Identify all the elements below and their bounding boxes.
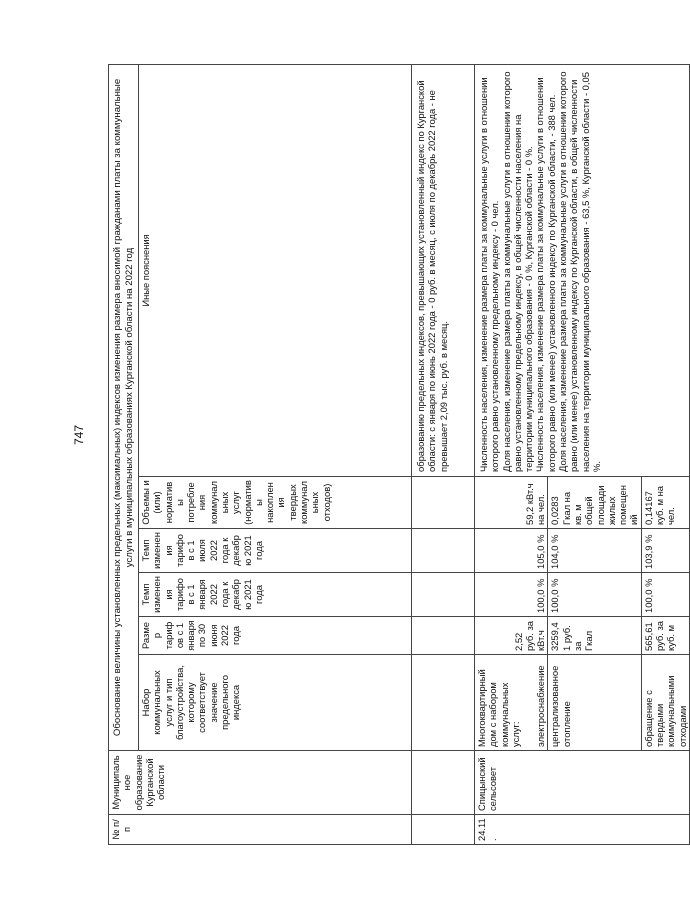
note-paragraph: Доля населения, изменение размера платы за коммунальные услуги в отношении которого равно установленному предельному индексу, в общей численности населения на территории муниципального образования - 0 %, Курганской области - 0 %.	[500, 71, 535, 472]
justification-table	[108, 64, 690, 845]
table-title: Обоснование величины установленных предельных (максимальных) индексов изменения размера вносимой гражданами платы за коммунальные услуги в муниципальных образованиях Курганской области на 2022 год	[109, 64, 139, 750]
service-name-cell	[475, 655, 548, 751]
service-volume: 59,2 кВт.ч на чел.	[475, 477, 548, 529]
entry-municipality: Спицынский сельсовет	[475, 751, 690, 815]
services-intro: Многоквартирный дом с набором коммунальных услуг:	[476, 669, 521, 747]
note-paragraph: Доля населения, изменение размера платы за коммунальные услуги в отношении которого равно (или менее) установленному индексу по Курганской области, в общей численности населения на территории муниципального образования - 63,5 %, Курганской области - 0,05 %.	[556, 71, 602, 472]
header-tariff-rate-jan: Темп изменения тарифов с 1 января 2022 года к декабрю 2021 года	[139, 573, 412, 617]
service-volume: 0,0283 Гкал на кв. м общей площади жилых помещений	[548, 477, 641, 529]
continuation-note: образованию предельных индексов, превышающих установленный индекс по Курганской области: с января по июнь 2022 года - 0 руб. в месяц, с июля по декабрь 2022 года - не превышает 2,09 тыс. руб. в месяц.	[412, 64, 475, 476]
rotated-table-container	[108, 65, 688, 845]
service-tariff: 3259,41 руб. за Гкал	[548, 617, 641, 655]
note-paragraph: Численность населения, изменение размера платы за коммунальные услуги в отношении которого равно установленному предельному индексу - 0 чел.	[478, 77, 501, 472]
page-number: 747	[72, 424, 86, 445]
entry-num: 24.11.	[475, 815, 690, 845]
service-tariff: 565,61 руб. за куб. м	[641, 617, 689, 655]
note-paragraph: Численность населения, изменение размера платы за коммунальные услуги в отношении которого равно (или менее) установленного индексу по Курганской области, - 388 чел.	[534, 77, 557, 472]
header-volumes: Объемы и (или) нормативы потребления коммунальных услуг (нормативы накопления твердых коммунальных отходов)	[139, 477, 412, 529]
header-municipality: Муниципальное образование Курганской области	[109, 751, 412, 815]
table-row	[412, 64, 475, 844]
service-tariff: 2,52 руб. за кВт.ч	[475, 617, 548, 655]
header-tariff-size: Размер тарифов с 1 января по 30 июня 2022 года	[139, 617, 412, 655]
service-volume: 0,14167 куб. м на чел.	[641, 477, 689, 529]
service-name: обращение с твердыми коммунальными отходами	[641, 655, 689, 751]
service-rate-jan: 100,0 %	[641, 573, 689, 617]
table-row	[475, 64, 548, 844]
header-service-set: Набор коммунальных услуг и тип благоустройства, которому соответствует значение предельного индекса	[139, 655, 412, 751]
service-rate-jul: 104,0 %	[548, 529, 641, 573]
service-rate-jan: 100,0 %	[548, 573, 641, 617]
service-rate-jan: 100,0 %	[475, 573, 548, 617]
header-notes: Иные пояснения	[139, 64, 412, 476]
header-tariff-rate-jul: Темп изменения тарифов с 1 июля 2022 года к декабрю 2021 года	[139, 529, 412, 573]
entry-notes	[475, 64, 690, 476]
service-rate-jul: 105,0 %	[475, 529, 548, 573]
service-name: централизованное отопление	[548, 655, 641, 751]
service-name: электроснабжение	[535, 665, 547, 747]
header-num: № п/п	[109, 815, 412, 845]
service-rate-jul: 103,9 %	[641, 529, 689, 573]
